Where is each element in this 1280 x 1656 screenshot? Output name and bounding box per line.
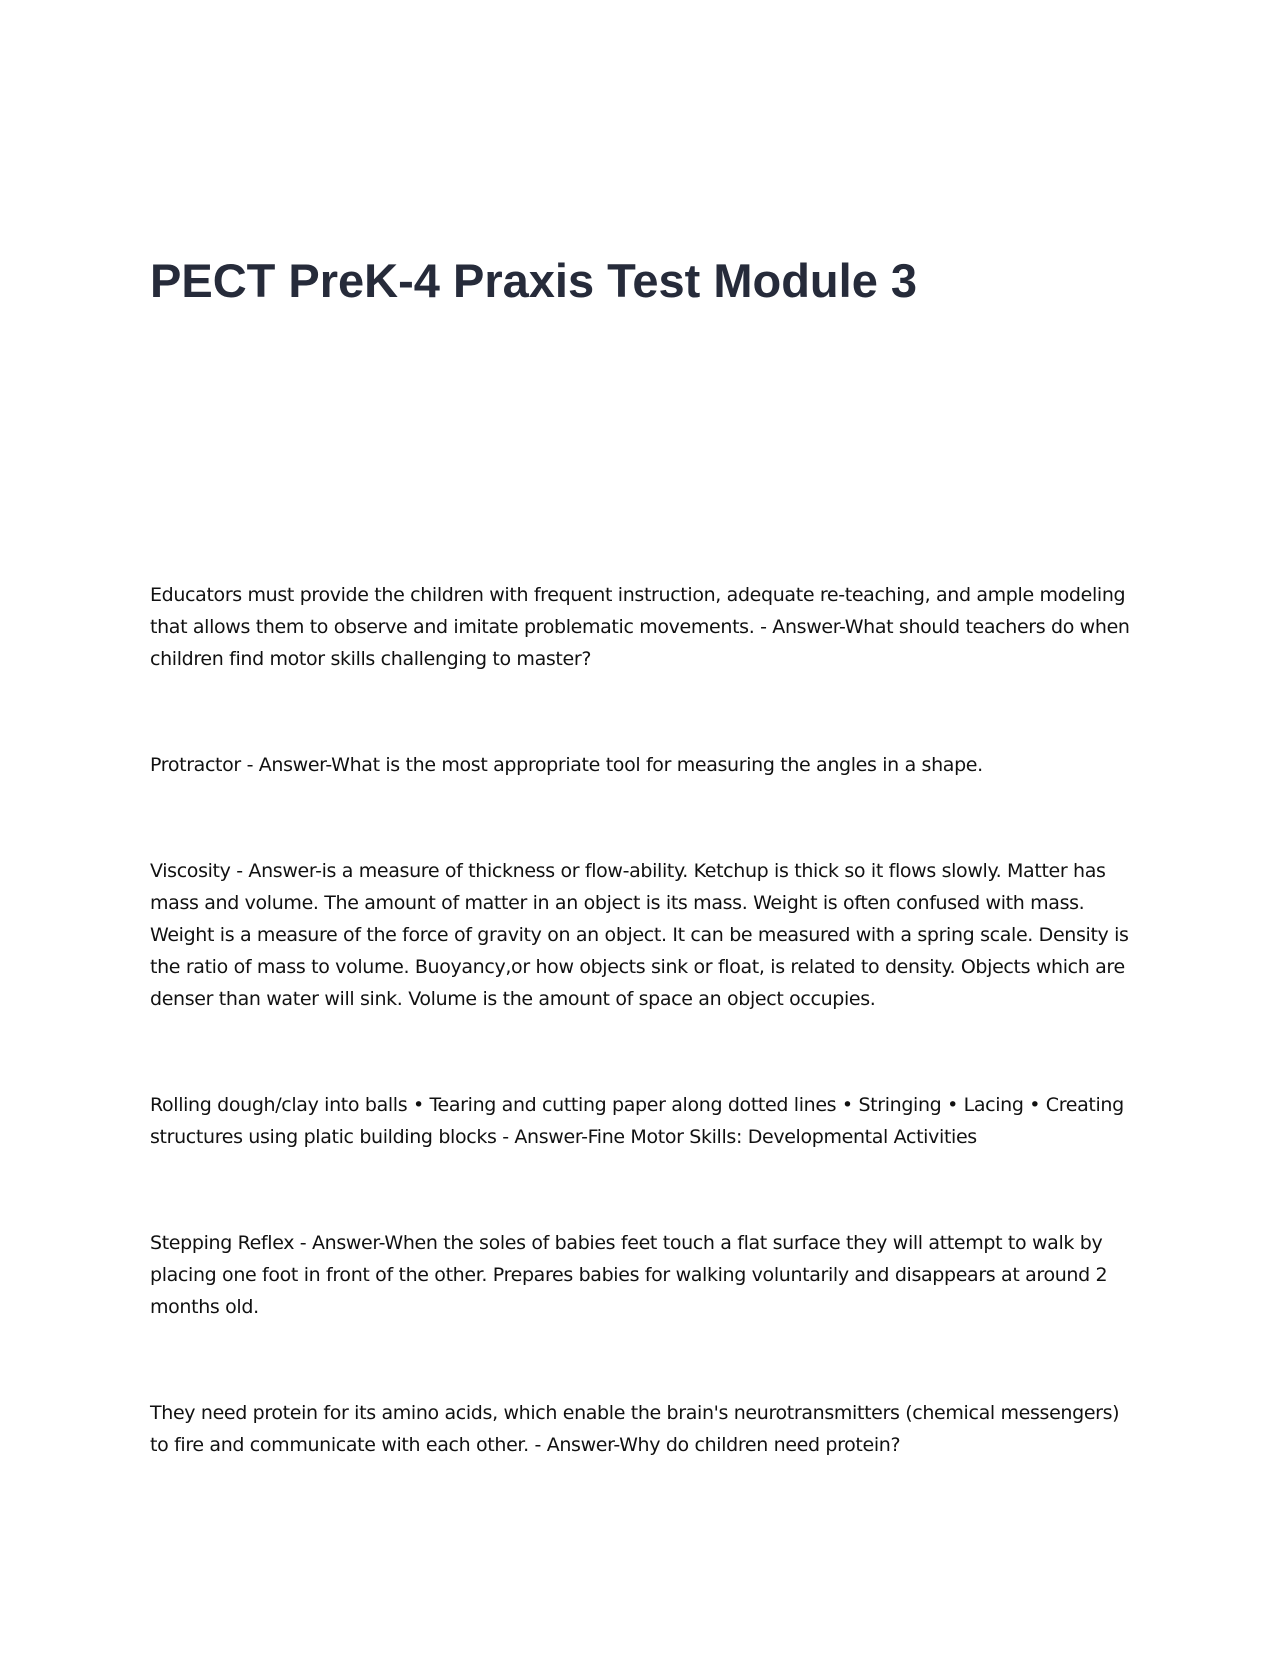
qa-entry: Protractor - Answer-What is the most appropriate tool for measuring the angles in a shape.	[150, 754, 983, 776]
qa-entry: They need protein for its amino acids, which enable the brain's neurotransmitters (chemical messengers) to fire and communicate with each other. - Answer-Why do children need protein?	[150, 1402, 1120, 1456]
qa-entry: Rolling dough/clay into balls • Tearing and cutting paper along dotted lines • Stringing • Lacing • Creating structures using platic building blocks - Answer-Fine Motor Skills: Developmental Activities	[150, 1094, 1124, 1148]
document-title: PECT PreK-4 Praxis Test Module 3	[150, 254, 918, 307]
qa-entry: Stepping Reflex - Answer-When the soles of babies feet touch a flat surface they will attempt to walk by placing one foot in front of the other. Prepares babies for walking voluntarily and disappears at around 2 months old.	[150, 1232, 1108, 1318]
qa-list	[150, 579, 1135, 1461]
qa-entry: Viscosity - Answer-is a measure of thickness or flow-ability. Ketchup is thick so it flows slowly. Matter has mass and volume. The amount of matter in an object is its mass. Weight is often confused with mass. Weight is a measure of the force of gravity on an object. It can be measured with a spring scale. Density is the ratio of mass to volume. Buoyancy,or how objects sink or float, is related to density. Objects which are denser than water will sink. Volume is the amount of space an object occupies.	[150, 860, 1129, 1010]
qa-entry: Educators must provide the children with frequent instruction, adequate re-teaching, and ample modeling that allows them to observe and imitate problematic movements. - Answer-What should teachers do when children find motor skills challenging to master?	[150, 584, 1130, 670]
